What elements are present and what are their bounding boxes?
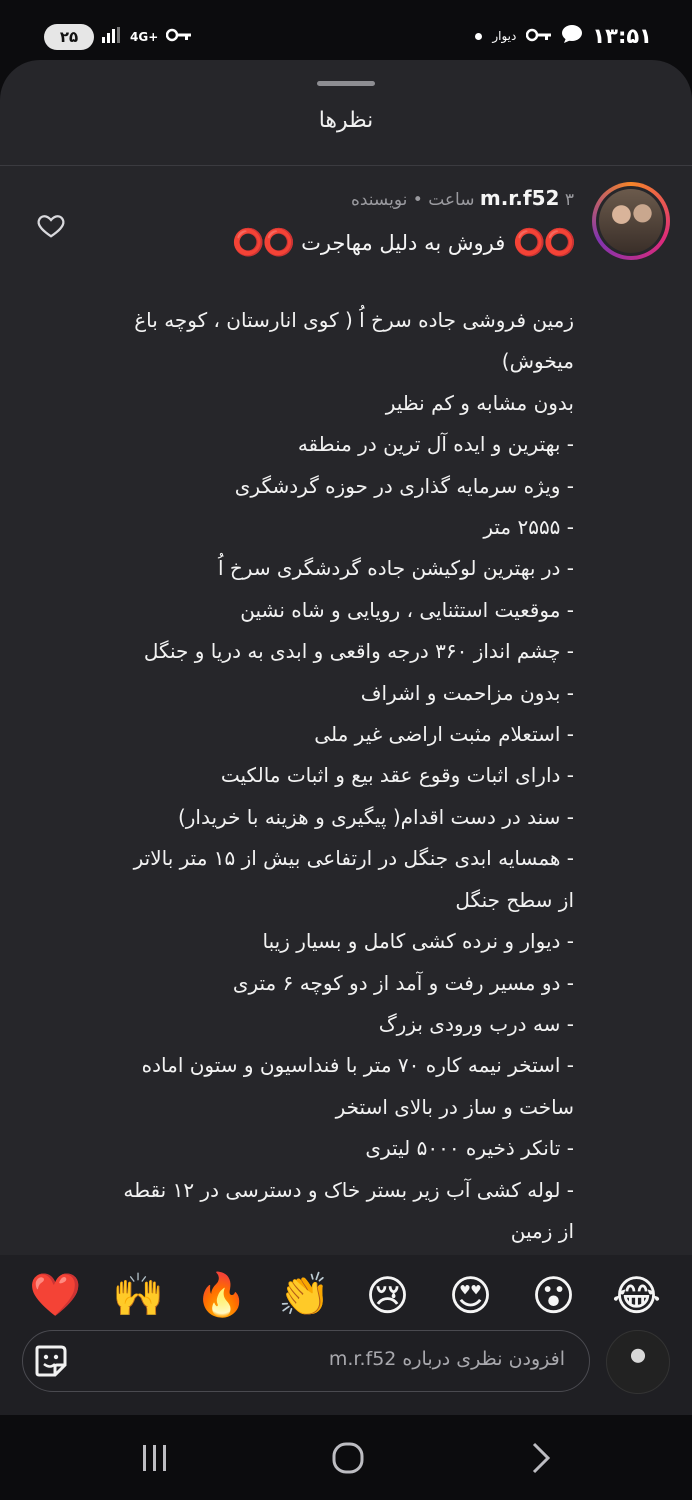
status-bar-left	[44, 24, 192, 50]
comment-body-line: - همسایه ابدی جنگل در ارتفاعی بیش از ۱۵ متر بالاتر	[133, 846, 574, 871]
comment-meta	[351, 186, 574, 210]
comment-body-line: - دارای اثبات وقوع عقد بیع و اثبات مالکیت	[220, 763, 574, 788]
divider	[0, 165, 692, 166]
sheet-title: نظرها	[318, 108, 374, 133]
comment-body-line: - استعلام مثبت اراضی غیر ملی	[314, 722, 574, 747]
comment-body-line: - در بهترین لوکیشن جاده گردشگری سرخ اُ	[217, 556, 574, 581]
comment-body-line: - دیوار و نرده کشی کامل و بسیار زیبا	[262, 929, 574, 954]
comment-body-line: ساخت و ساز در بالای استخر	[335, 1094, 574, 1119]
network-type: 4G+	[130, 30, 159, 44]
notification-dot-icon	[475, 33, 482, 40]
like-heart-icon[interactable]	[36, 210, 66, 240]
meta-separator: •	[412, 190, 423, 210]
author-role-label: نویسنده	[350, 190, 408, 210]
heart-eyes-emoji[interactable]: 😍	[448, 1270, 493, 1320]
time-ago: ۳ ساعت	[428, 190, 574, 210]
comment-body-line: - ۲۵۵۵ متر	[483, 515, 574, 540]
comments-sheet	[0, 60, 692, 1415]
key-icon	[166, 28, 192, 46]
comment-composer	[0, 1330, 692, 1415]
comment-body-line: از زمین	[510, 1218, 574, 1243]
laughing-tears-emoji[interactable]: 😂	[611, 1270, 662, 1320]
surprised-face-emoji[interactable]: 😮	[531, 1270, 576, 1320]
carrier-app-label: دیوار	[492, 29, 517, 43]
signal-icon	[102, 27, 122, 47]
raised-hands-emoji[interactable]: 🙌	[112, 1270, 165, 1319]
username-link[interactable]: m.r.f52	[479, 186, 560, 210]
comment-body-line: - بهترین و ایده آل ترین در منطقه	[297, 432, 574, 457]
comment-body-line: از سطح جنگل	[455, 887, 574, 912]
heart-emoji[interactable]: ❤️	[29, 1270, 82, 1319]
comment-body-line: - استخر نیمه کاره ۷۰ متر با فنداسیون و ستون اماده	[141, 1053, 574, 1078]
status-bar-right	[475, 24, 652, 48]
comment-body	[94, 300, 574, 1252]
headline-text: فروش به دلیل مهاجرت	[301, 231, 506, 255]
red-circle-emoji: ⭕⭕	[232, 228, 294, 258]
home-icon[interactable]	[331, 1441, 365, 1479]
comment-body-line: - تانکر ذخیره ۵۰۰۰ لیتری	[365, 1136, 574, 1161]
comment-body-line: - چشم انداز ۳۶۰ درجه واقعی و ابدی به دریا و جنگل	[143, 639, 574, 664]
author-avatar[interactable]	[592, 182, 670, 260]
system-navigation-bar	[0, 1415, 692, 1500]
clapping-hands-emoji[interactable]: 👏	[278, 1270, 331, 1319]
comment-body-line: - دو مسیر رفت و آمد از دو کوچه ۶ متری	[232, 970, 574, 995]
comment-body-line: - لوله کشی آب زیر بستر خاک و دسترسی در ۱۲ نقطه	[123, 1177, 574, 1202]
quick-reactions-bar	[0, 1255, 692, 1335]
battery-indicator: ۲۵	[44, 24, 94, 50]
key-icon	[526, 27, 552, 46]
comment-body-line: - بدون مزاحمت و اشراف	[360, 680, 574, 705]
comment-body-line: - ویژه سرمایه گذاری در حوزه گردشگری	[234, 473, 574, 498]
comment-body-line: - سه درب ورودی بزرگ	[378, 1011, 574, 1036]
clock: ۱۳:۵۱	[592, 24, 652, 48]
back-icon[interactable]	[528, 1441, 554, 1479]
comment-body-line: بدون مشابه و کم نظیر	[385, 390, 574, 415]
fire-emoji[interactable]: 🔥	[195, 1270, 248, 1319]
comment-body-line: زمین فروشی جاده سرخ اُ ( کوی انارستان ، کوچه باغ	[134, 308, 574, 332]
comment-body-line: - موقعیت استثنایی ، رویایی و شاه نشین	[240, 597, 574, 622]
crying-face-emoji[interactable]: 😢	[365, 1270, 410, 1320]
comment-body-line: - سند در دست اقدام( پیگیری و هزینه با خریدار)	[177, 804, 574, 829]
red-circle-emoji: ⭕⭕	[513, 228, 574, 258]
comment-headline	[232, 228, 574, 258]
sticker-icon[interactable]	[31, 1341, 71, 1381]
comment-input[interactable]	[22, 1330, 590, 1392]
comment-input-placeholder: افزودن نظری درباره m.r.f52	[328, 1348, 565, 1370]
author-photo	[599, 189, 663, 253]
drag-handle[interactable]	[317, 81, 375, 86]
recent-apps-icon[interactable]	[140, 1441, 170, 1479]
my-avatar[interactable]	[606, 1330, 670, 1394]
comment-body-line: میخوش)	[501, 349, 574, 374]
chat-bubble-icon	[562, 25, 582, 47]
